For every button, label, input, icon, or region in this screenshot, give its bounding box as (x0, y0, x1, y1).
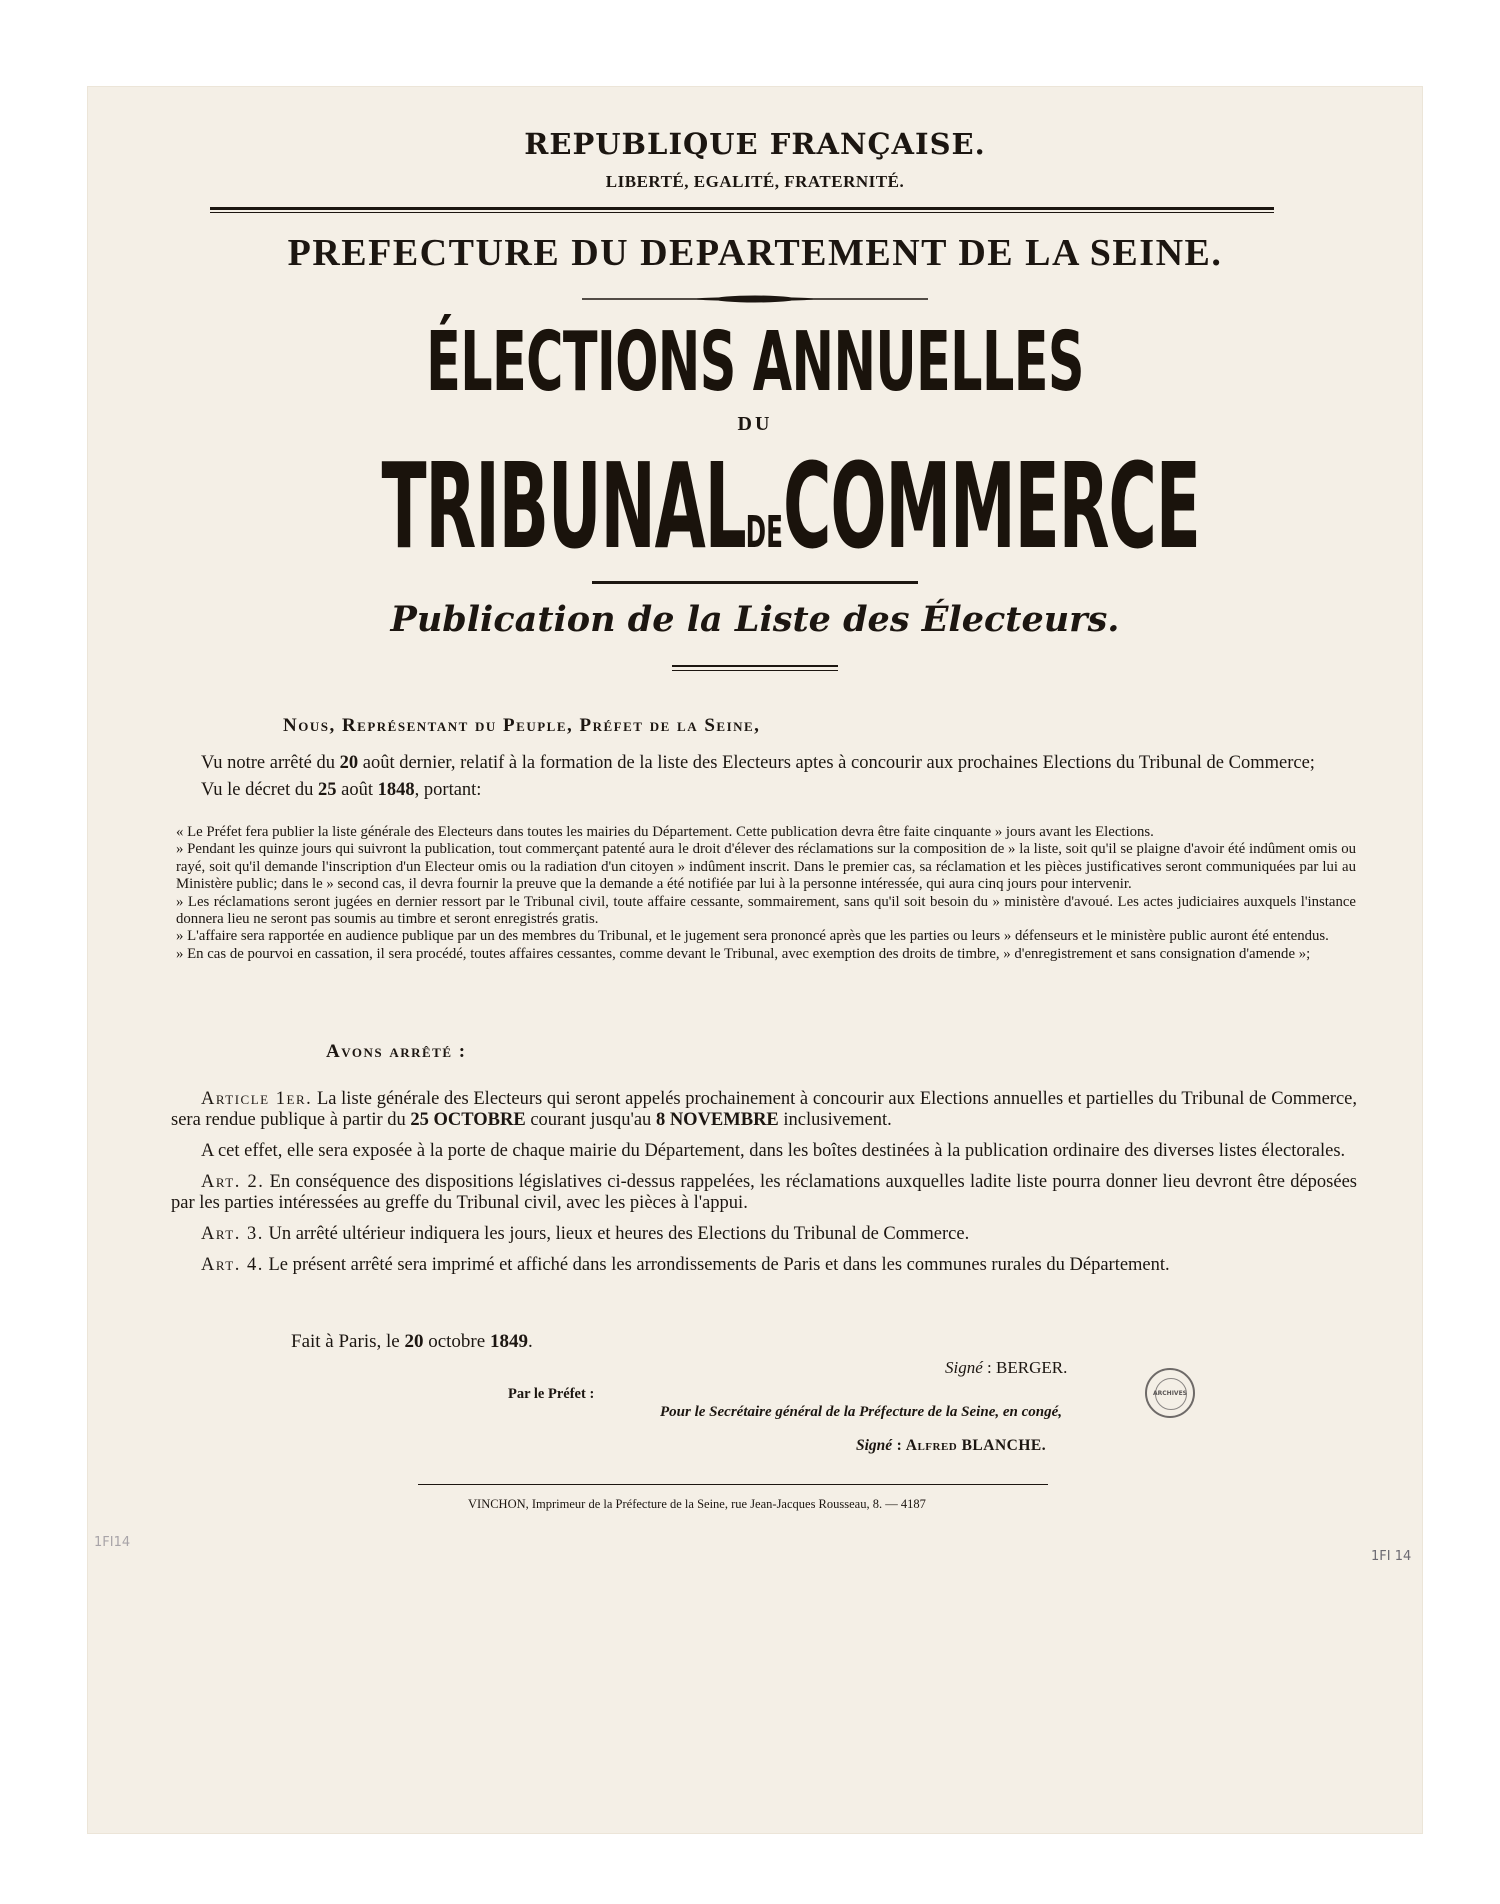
stamp-text: ARCHIVES (1153, 1390, 1187, 1397)
title-rule (592, 581, 918, 584)
title-du: DU (737, 413, 773, 435)
articles (171, 1089, 1357, 1286)
motto: LIBERTÉ, EGALITÉ, FRATERNITÉ. (605, 172, 905, 191)
signer-name: : BERGER. (982, 1358, 1068, 1377)
fait-text-c: . (527, 1331, 533, 1352)
article-2-label: Art. 2. (201, 1172, 265, 1192)
vu1-text-a: Vu notre arrêté du (201, 753, 340, 773)
subtitle-rule-thick (672, 665, 838, 667)
signe-label: Signé (856, 1437, 893, 1454)
vu2-text-a: Vu le décret du (201, 780, 319, 800)
nous-line: Nous, Représentant du Peuple, Préfet de la Seine, (283, 715, 761, 736)
imprint-line: VINCHON, Imprimeur de la Préfecture de la Seine, rue Jean-Jacques Rousseau, 8. — 4187 (468, 1497, 926, 1511)
title-de: DE (745, 507, 783, 558)
vu1-text-b: août dernier, relatif à la formation de la liste des Electeurs aptes à concourir aux prochaines Elections du Tribunal de Commerce; (358, 753, 1315, 773)
article-1-date-end: 8 NOVEMBRE (655, 1110, 779, 1130)
article-1-label: Article 1er. (201, 1089, 313, 1109)
decree-quotation (176, 824, 1356, 963)
pencil-note-left: 1FI14 (94, 1535, 131, 1550)
fait-text-b: octobre (423, 1331, 490, 1352)
article-1-paragraph-2: A cet effet, elle sera exposée à la porte de chaque mairie du Département, dans les boîtes destinées à la publication ordinaire des diverses listes électorales. (201, 1141, 1346, 1161)
article-1-text-b: courant jusqu'au (525, 1110, 656, 1130)
article-2 (171, 1172, 1357, 1214)
vu2-year: 1848 (377, 780, 415, 800)
decree-paragraph: » L'affaire sera rapportée en audience publique par un des membres du Tribunal, et le jugement sera prononcé après que les parties ou leurs » défenseurs et le ministère public auront été entendus. (176, 928, 1329, 945)
fait-a-paris (291, 1331, 533, 1352)
title-tribunal: TRIBUNAL (381, 437, 746, 575)
vu2-text-c: , portant: (414, 780, 482, 800)
signer-name: : Alfred BLANCHE. (892, 1437, 1047, 1454)
vu2-text-b: août (336, 780, 378, 800)
archive-stamp (1145, 1368, 1195, 1418)
article-4 (171, 1255, 1357, 1276)
article-1 (171, 1089, 1357, 1131)
article-4-label: Art. 4. (201, 1255, 264, 1275)
prefecture-heading: PREFECTURE DU DEPARTEMENT DE LA SEINE. (287, 232, 1223, 274)
decree-paragraph: » En cas de pourvoi en cassation, il sera procédé, toutes affaires cessantes, comme devant le Tribunal, avec exemption des droits de timbre, » d'enregistrement et sans consignation d'amende »; (176, 945, 1311, 962)
poster-sheet (88, 87, 1422, 1833)
republic-heading: REPUBLIQUE FRANÇAISE. (524, 127, 986, 161)
header-rule-thick (210, 207, 1274, 210)
vu-arrete (171, 753, 1357, 774)
ornament-rule (582, 292, 928, 306)
vu1-date: 20 (339, 753, 359, 773)
title-tribunal-de-commerce (381, 437, 1200, 575)
article-1-text-a: La liste générale des Electeurs qui seront appelés prochainement à concourir aux Elections annuelles et partielles du Tribunal de Commerce, sera rendue publique à partir du (171, 1089, 1358, 1130)
article-3 (171, 1224, 1357, 1245)
article-2-text: En conséquence des dispositions législatives ci-dessus rappelées, les réclamations auxquelles ladite liste pourra donner lieu devront être déposées par les parties intéressées au greffe du Tribunal civil, avec les pièces à l'appui. (171, 1172, 1357, 1213)
article-3-label: Art. 3. (201, 1224, 264, 1244)
preamble (171, 753, 1357, 807)
article-4-text: Le présent arrêté sera imprimé et affiché dans les arrondissements de Paris et dans les communes rurales du Département. (263, 1255, 1170, 1275)
secretaire-line: Pour le Secrétaire général de la Préfecture de la Seine, en congé, (660, 1404, 1063, 1420)
subtitle-rule-thin (672, 670, 838, 671)
vu-decret (171, 780, 1357, 801)
header-rule-thin (210, 212, 1274, 213)
decree-paragraph: » Pendant les quinze jours qui suivront la publication, tout commerçant patenté aura le droit d'élever des réclamations sur la composition de » la liste, soit qu'il se plaigne d'avoir été indûment omis ou rayé, soit qu'il demande l'inscription d'un Electeur omis ou la radiation d'un citoyen » indûment inscrit. Dans le premier cas, sa réclamation et les pièces justificatives seront communiquées par lui au Ministère public; dans le » second cas, il devra fournir la preuve que la demande a été notifiée par lui à la personne intéressée, qui aura cinq jours pour intervenir. (176, 841, 1356, 893)
signe-label: Signé (945, 1358, 983, 1377)
decree-paragraph: « Le Préfet fera publier la liste générale des Electeurs dans toutes les mairies du Département. Cette publication devra être faite cinquante » jours avant les Elections. (176, 824, 1154, 840)
title-elections-annuelles: ÉLECTIONS ANNUELLES (426, 315, 1084, 410)
title-commerce: COMMERCE (782, 437, 1200, 575)
signature-berger (945, 1357, 1067, 1378)
article-3-text: Un arrêté ultérieur indiquera les jours, lieux et heures des Elections du Tribunal de Commerce. (263, 1224, 970, 1244)
subtitle: Publication de la Liste des Électeurs. (390, 599, 1120, 640)
par-le-prefet: Par le Préfet : (508, 1386, 595, 1402)
decree-paragraph: » Les réclamations seront jugées en dernier ressort par le Tribunal civil, toute affaire cessante, sommairement, sans qu'il soit besoin du » ministère d'avoué. Les actes judiciaires auxquels l'instance donnera lieu ne seront pas soumis au timbre et seront enregistrés gratis. (176, 893, 1356, 928)
vu2-date: 25 (318, 780, 337, 800)
signature-blanche (856, 1435, 1046, 1456)
article-1-date-start: 25 OCTOBRE (410, 1110, 526, 1130)
fait-text-a: Fait à Paris, le (291, 1331, 405, 1352)
archive-reference: 1FI 14 (1371, 1549, 1412, 1564)
article-1-text-c: inclusivement. (778, 1110, 892, 1130)
fait-year: 1849 (489, 1331, 528, 1352)
avons-arrete-heading: Avons arrêté : (326, 1041, 467, 1062)
imprint-rule (418, 1484, 1048, 1485)
fait-day: 20 (404, 1331, 424, 1352)
